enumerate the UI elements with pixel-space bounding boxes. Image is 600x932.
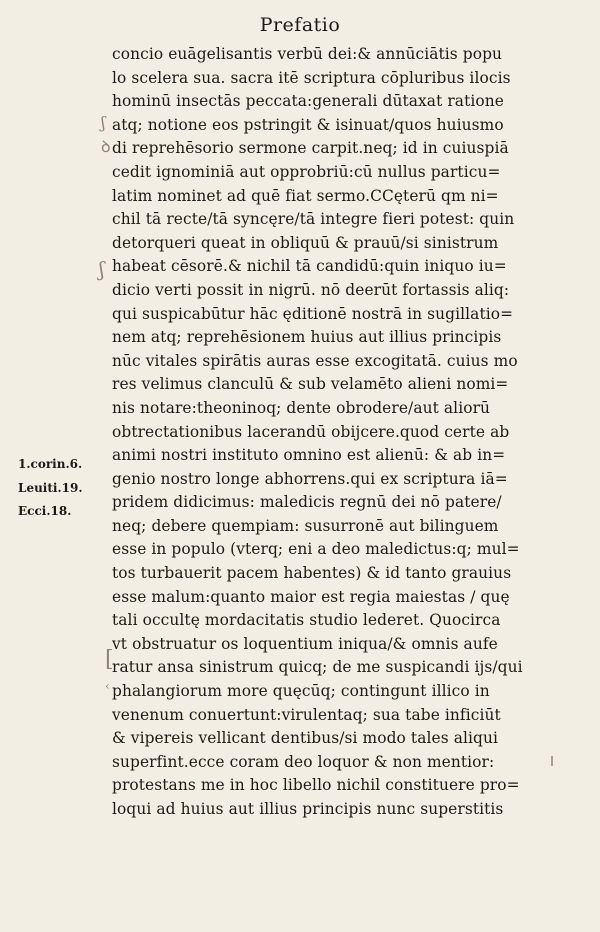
text-line: venenum conuertunt:virulentaq; sua tabe inficiūt	[112, 705, 501, 724]
text-line: nis notare:theoninoq; dente obrodere/aut aliorū	[112, 398, 491, 417]
text-line: cedit ignominiā aut opprobriū:cū nullus particu=	[112, 162, 501, 181]
margin-note-reference: Leuiti.19.	[18, 480, 83, 495]
text-line: chil tā recte/tā syncęre/tā integre fieri potest: quin	[112, 210, 515, 229]
text-line: pridem didicimus: maledicis regnū dei nō patere/	[112, 493, 502, 512]
text-line: nūc vitales spirātis auras esse excogitatā. cuius mo	[112, 351, 518, 370]
margin-scribble-mark: ʃ	[99, 257, 105, 281]
text-line: habeat cēsorē.& nichil tā candidū:quin iniquo iu=	[112, 257, 507, 276]
page-edge-mark	[551, 756, 553, 766]
margin-notes	[18, 453, 108, 524]
text-line: detorqueri queat in obliquū & prauū/si sinistrum	[112, 233, 499, 252]
margin-scribble-mark: ꝺ	[101, 137, 111, 156]
text-line: ratur ansa sinistrum quicq; de me suspicandi ijs/qui	[112, 658, 523, 677]
text-line: dicio verti possit in nigrū. nō deerūt fortassis aliq:	[112, 280, 510, 299]
margin-note-reference: 1.corin.6.	[18, 457, 83, 471]
page-title: Prefatio	[259, 14, 341, 36]
text-line: tos turbauerit pacem habentes) & id tanto grauius	[112, 564, 512, 583]
text-line: obtrectationibus lacerandū obijcere.quod certe ab	[112, 422, 510, 441]
text-line: vt obstruatur os loquentium iniqua/& omnis aufe	[112, 634, 498, 653]
body-text	[112, 43, 544, 822]
text-line: animi nostri instituto omnino est alienū: & ab in=	[112, 446, 506, 465]
text-line: hominū insectās peccata:generali dūtaxat ratione	[112, 92, 504, 111]
margin-scribble-mark: ʃ	[101, 113, 106, 132]
text-line: nem atq; reprehēsionem huius aut illius principis	[112, 328, 502, 347]
text-line: loqui ad huius aut illius principis nunc superstitis	[112, 800, 504, 818]
text-line: res velimus clanculū & sub velamēto alieni nomi=	[112, 375, 509, 394]
text-line: atq; notione eos pstringit & isinuat/quos huiusmo	[112, 115, 504, 134]
text-line: tali occultę mordacitatis studio lederet. Quocirca	[112, 611, 501, 630]
text-line: neq; debere quempiam: susurronē aut bilinguem	[112, 516, 499, 535]
text-line: lo scelera sua. sacra itē scriptura cōpluribus ilocis	[112, 68, 511, 87]
text-line: esse malum:quanto maior est regia maiestas / quę	[112, 587, 510, 606]
text-line: qui suspicabūtur hāc ęditionē nostrā in sugillatio=	[112, 304, 514, 323]
text-line: protestans me in hoc libello nichil constituere pro=	[112, 776, 520, 795]
margin-note-reference: Ecci.18.	[18, 504, 72, 519]
text-line: superfint.ecce coram deo loquor & non mentior:	[112, 752, 495, 771]
margin-bracket-mark: [	[105, 647, 114, 672]
text-line: genio nostro longe abhorrens.qui ex scriptura iā=	[112, 469, 508, 488]
text-line: phalangiorum more quęcūq; contingunt illico in	[112, 682, 490, 701]
text-line: di reprehēsorio sermone carpit.neq; id in cuiuspiā	[112, 139, 509, 158]
text-line: concio euāgelisantis verbū dei:& annūciātis popu	[112, 45, 503, 63]
margin-scribble-mark: ‹	[105, 679, 110, 693]
text-line: & vipereis vellicant dentibus/si modo tales aliqui	[112, 729, 499, 748]
text-line: esse in populo (vterq; eni a deo maledictus:q; mul=	[112, 540, 520, 559]
text-line: latim nominet ad quē fiat sermo.CCęterū qm ni=	[112, 186, 499, 205]
